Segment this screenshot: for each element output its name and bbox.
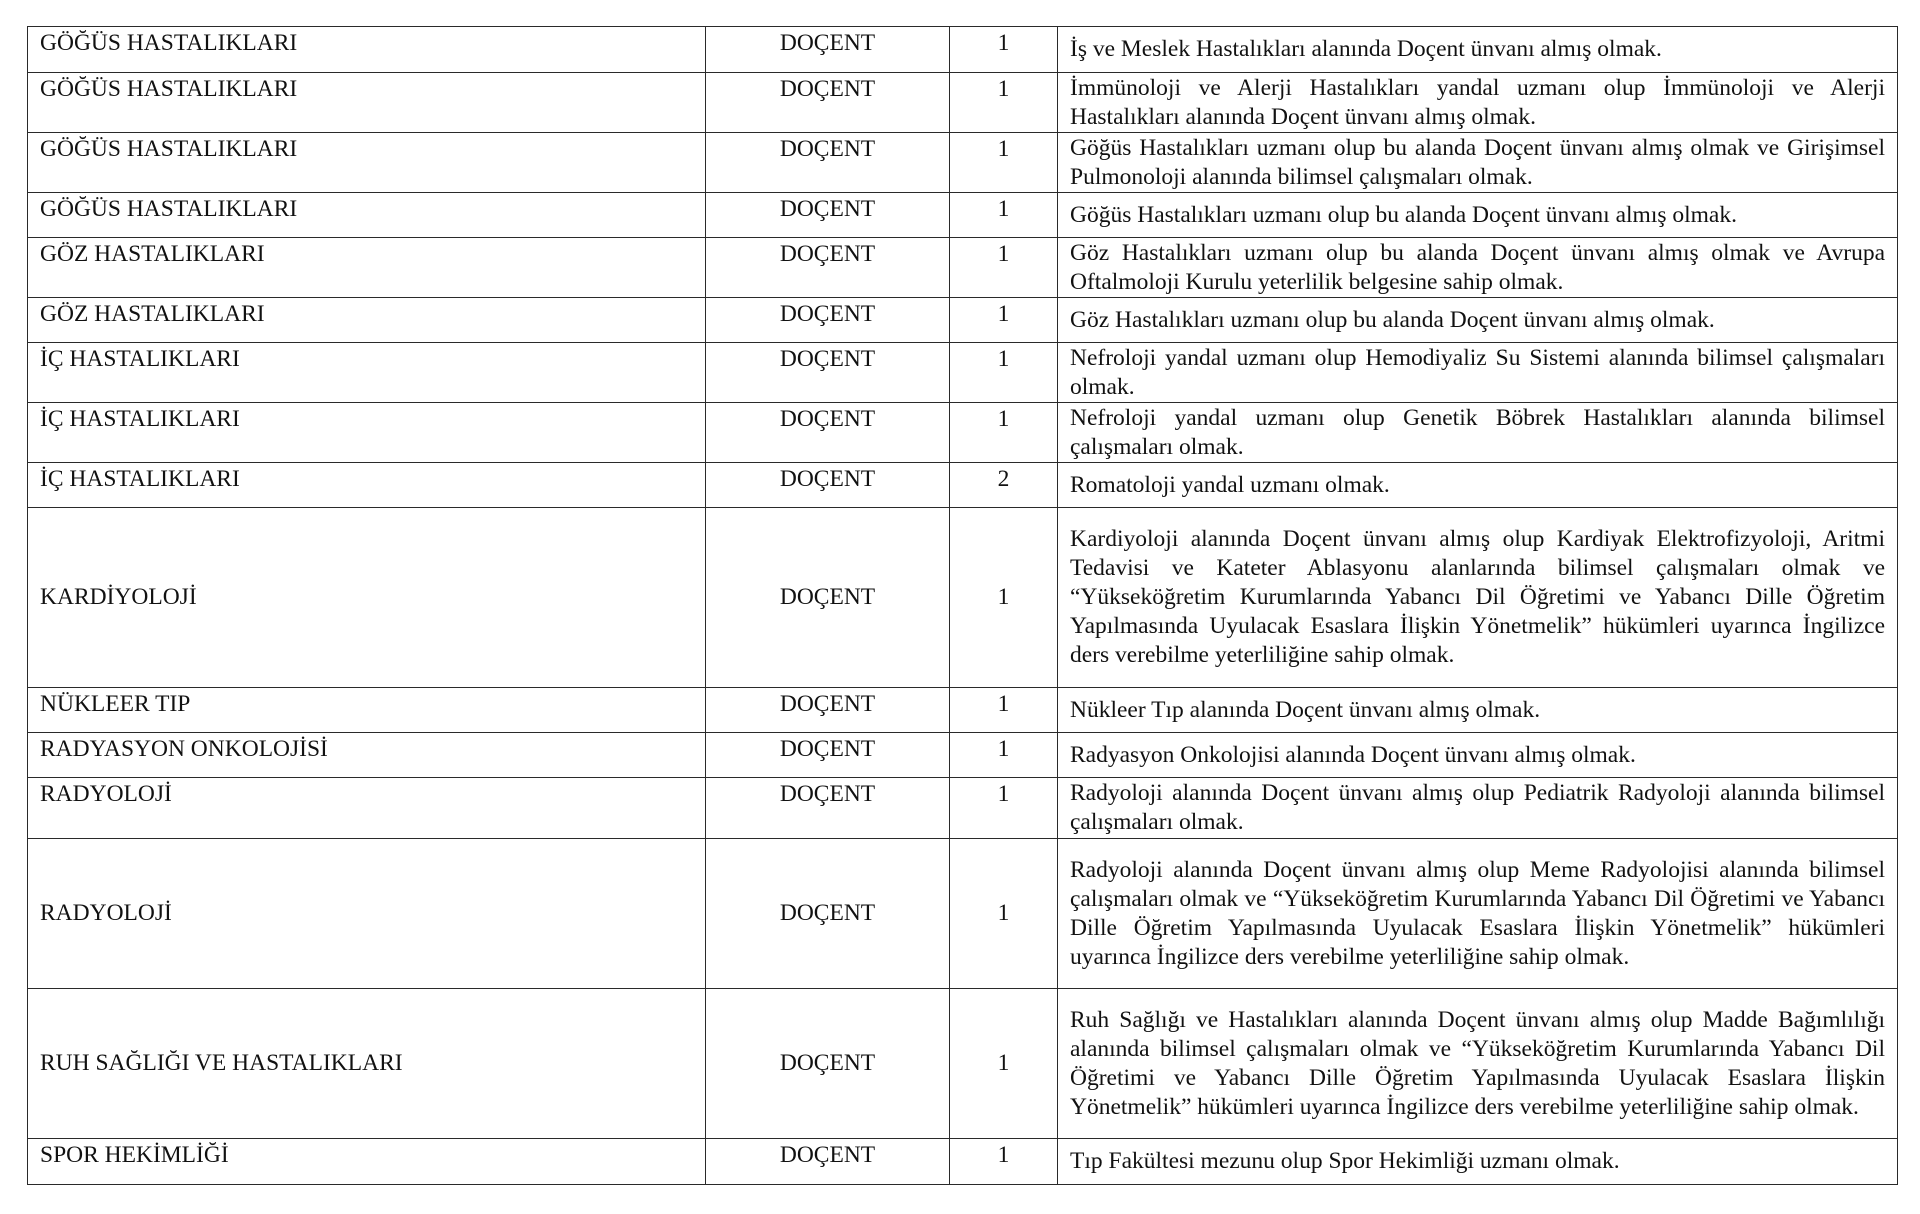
title-cell: DOÇENT — [706, 27, 950, 73]
department-cell: SPOR HEKİMLİĞİ — [28, 1139, 706, 1185]
department-cell: İÇ HASTALIKLARI — [28, 463, 706, 508]
requirement-cell: Ruh Sağlığı ve Hastalıkları alanında Doçent ünvanı almış olup Madde Bağımlılığı alanında bilimsel çalışmaları olmak ve “Yükseköğretim Kurumlarında Yabancı Dil Öğretimi ve Yabancı Dille Öğretim Yapılmasında Uyulacak Esaslara İlişkin Yönetmelik” hükümleri uyarınca İngilizce ders verebilme yeterliliğine sahip olmak. — [1058, 989, 1898, 1139]
title-cell: DOÇENT — [706, 343, 950, 403]
table-row — [28, 463, 1898, 508]
requirement-cell: Nefroloji yandal uzmanı olup Genetik Böbrek Hastalıkları alanında bilimsel çalışmaları olmak. — [1058, 403, 1898, 463]
table-row — [28, 1139, 1898, 1185]
table-row — [28, 298, 1898, 343]
title-cell: DOÇENT — [706, 839, 950, 989]
department-cell: GÖZ HASTALIKLARI — [28, 238, 706, 298]
table-row — [28, 343, 1898, 403]
title-cell: DOÇENT — [706, 298, 950, 343]
table-row — [28, 73, 1898, 133]
title-cell: DOÇENT — [706, 403, 950, 463]
department-cell: GÖZ HASTALIKLARI — [28, 298, 706, 343]
department-cell: GÖĞÜS HASTALIKLARI — [28, 73, 706, 133]
title-cell: DOÇENT — [706, 238, 950, 298]
count-cell: 1 — [950, 1139, 1058, 1185]
title-cell: DOÇENT — [706, 1139, 950, 1185]
requirement-cell: Radyasyon Onkolojisi alanında Doçent ünvanı almış olmak. — [1058, 733, 1898, 778]
table-row — [28, 133, 1898, 193]
title-cell: DOÇENT — [706, 133, 950, 193]
count-cell: 1 — [950, 298, 1058, 343]
count-cell: 1 — [950, 27, 1058, 73]
count-cell: 1 — [950, 688, 1058, 733]
table-row — [28, 989, 1898, 1139]
department-cell: GÖĞÜS HASTALIKLARI — [28, 133, 706, 193]
table-row — [28, 778, 1898, 839]
department-cell: KARDİYOLOJİ — [28, 508, 706, 688]
table-row — [28, 688, 1898, 733]
title-cell: DOÇENT — [706, 989, 950, 1139]
table-row — [28, 839, 1898, 989]
requirement-cell: Göz Hastalıkları uzmanı olup bu alanda Doçent ünvanı almış olmak. — [1058, 298, 1898, 343]
table-row — [28, 733, 1898, 778]
department-cell: İÇ HASTALIKLARI — [28, 403, 706, 463]
requirement-cell: Nefroloji yandal uzmanı olup Hemodiyaliz Su Sistemi alanında bilimsel çalışmaları olmak. — [1058, 343, 1898, 403]
requirement-cell: İmmünoloji ve Alerji Hastalıkları yandal uzmanı olup İmmünoloji ve Alerji Hastalıkları alanında Doçent ünvanı almış olmak. — [1058, 73, 1898, 133]
count-cell: 1 — [950, 778, 1058, 839]
table-row — [28, 27, 1898, 73]
title-cell: DOÇENT — [706, 463, 950, 508]
department-cell: NÜKLEER TIP — [28, 688, 706, 733]
title-cell: DOÇENT — [706, 73, 950, 133]
requirement-cell: Romatoloji yandal uzmanı olmak. — [1058, 463, 1898, 508]
table-row — [28, 403, 1898, 463]
department-cell: GÖĞÜS HASTALIKLARI — [28, 27, 706, 73]
count-cell: 1 — [950, 73, 1058, 133]
title-cell: DOÇENT — [706, 508, 950, 688]
requirement-cell: İş ve Meslek Hastalıkları alanında Doçent ünvanı almış olmak. — [1058, 27, 1898, 73]
count-cell: 2 — [950, 463, 1058, 508]
count-cell: 1 — [950, 839, 1058, 989]
requirement-cell: Göğüs Hastalıkları uzmanı olup bu alanda Doçent ünvanı almış olmak ve Girişimsel Pulmonoloji alanında bilimsel çalışmaları olmak. — [1058, 133, 1898, 193]
title-cell: DOÇENT — [706, 733, 950, 778]
department-cell: RADYOLOJİ — [28, 839, 706, 989]
count-cell: 1 — [950, 343, 1058, 403]
document-page — [27, 26, 1897, 1185]
requirement-cell: Radyoloji alanında Doçent ünvanı almış olup Meme Radyolojisi alanında bilimsel çalışmaları olmak ve “Yükseköğretim Kurumlarında Yabancı Dil Öğretimi ve Yabancı Dille Öğretim Yapılmasında Uyulacak Esaslara İlişkin Yönetmelik” hükümleri uyarınca İngilizce ders verebilme yeterliliğine sahip olmak. — [1058, 839, 1898, 989]
count-cell: 1 — [950, 733, 1058, 778]
department-cell: İÇ HASTALIKLARI — [28, 343, 706, 403]
requirement-cell: Kardiyoloji alanında Doçent ünvanı almış olup Kardiyak Elektrofizyoloji, Aritmi Tedavisi ve Kateter Ablasyonu alanlarında bilimsel çalışmaları olmak ve “Yükseköğretim Kurumlarında Yabancı Dil Öğretimi ve Yabancı Dille Öğretim Yapılmasında Uyulacak Esaslara İlişkin Yönetmelik” hükümleri uyarınca İngilizce ders verebilme yeterliliğine sahip olmak. — [1058, 508, 1898, 688]
count-cell: 1 — [950, 238, 1058, 298]
count-cell: 1 — [950, 193, 1058, 238]
positions-table — [27, 26, 1898, 1185]
title-cell: DOÇENT — [706, 778, 950, 839]
count-cell: 1 — [950, 133, 1058, 193]
department-cell: RADYOLOJİ — [28, 778, 706, 839]
requirement-cell: Tıp Fakültesi mezunu olup Spor Hekimliği uzmanı olmak. — [1058, 1139, 1898, 1185]
table-row — [28, 193, 1898, 238]
title-cell: DOÇENT — [706, 688, 950, 733]
count-cell: 1 — [950, 989, 1058, 1139]
count-cell: 1 — [950, 403, 1058, 463]
requirement-cell: Nükleer Tıp alanında Doçent ünvanı almış olmak. — [1058, 688, 1898, 733]
requirement-cell: Göz Hastalıkları uzmanı olup bu alanda Doçent ünvanı almış olmak ve Avrupa Oftalmoloji Kurulu yeterlilik belgesine sahip olmak. — [1058, 238, 1898, 298]
title-cell: DOÇENT — [706, 193, 950, 238]
department-cell: RUH SAĞLIĞI VE HASTALIKLARI — [28, 989, 706, 1139]
requirement-cell: Radyoloji alanında Doçent ünvanı almış olup Pediatrik Radyoloji alanında bilimsel çalışmaları olmak. — [1058, 778, 1898, 839]
requirement-cell: Göğüs Hastalıkları uzmanı olup bu alanda Doçent ünvanı almış olmak. — [1058, 193, 1898, 238]
count-cell: 1 — [950, 508, 1058, 688]
table-row — [28, 238, 1898, 298]
table-row — [28, 508, 1898, 688]
department-cell: GÖĞÜS HASTALIKLARI — [28, 193, 706, 238]
department-cell: RADYASYON ONKOLOJİSİ — [28, 733, 706, 778]
